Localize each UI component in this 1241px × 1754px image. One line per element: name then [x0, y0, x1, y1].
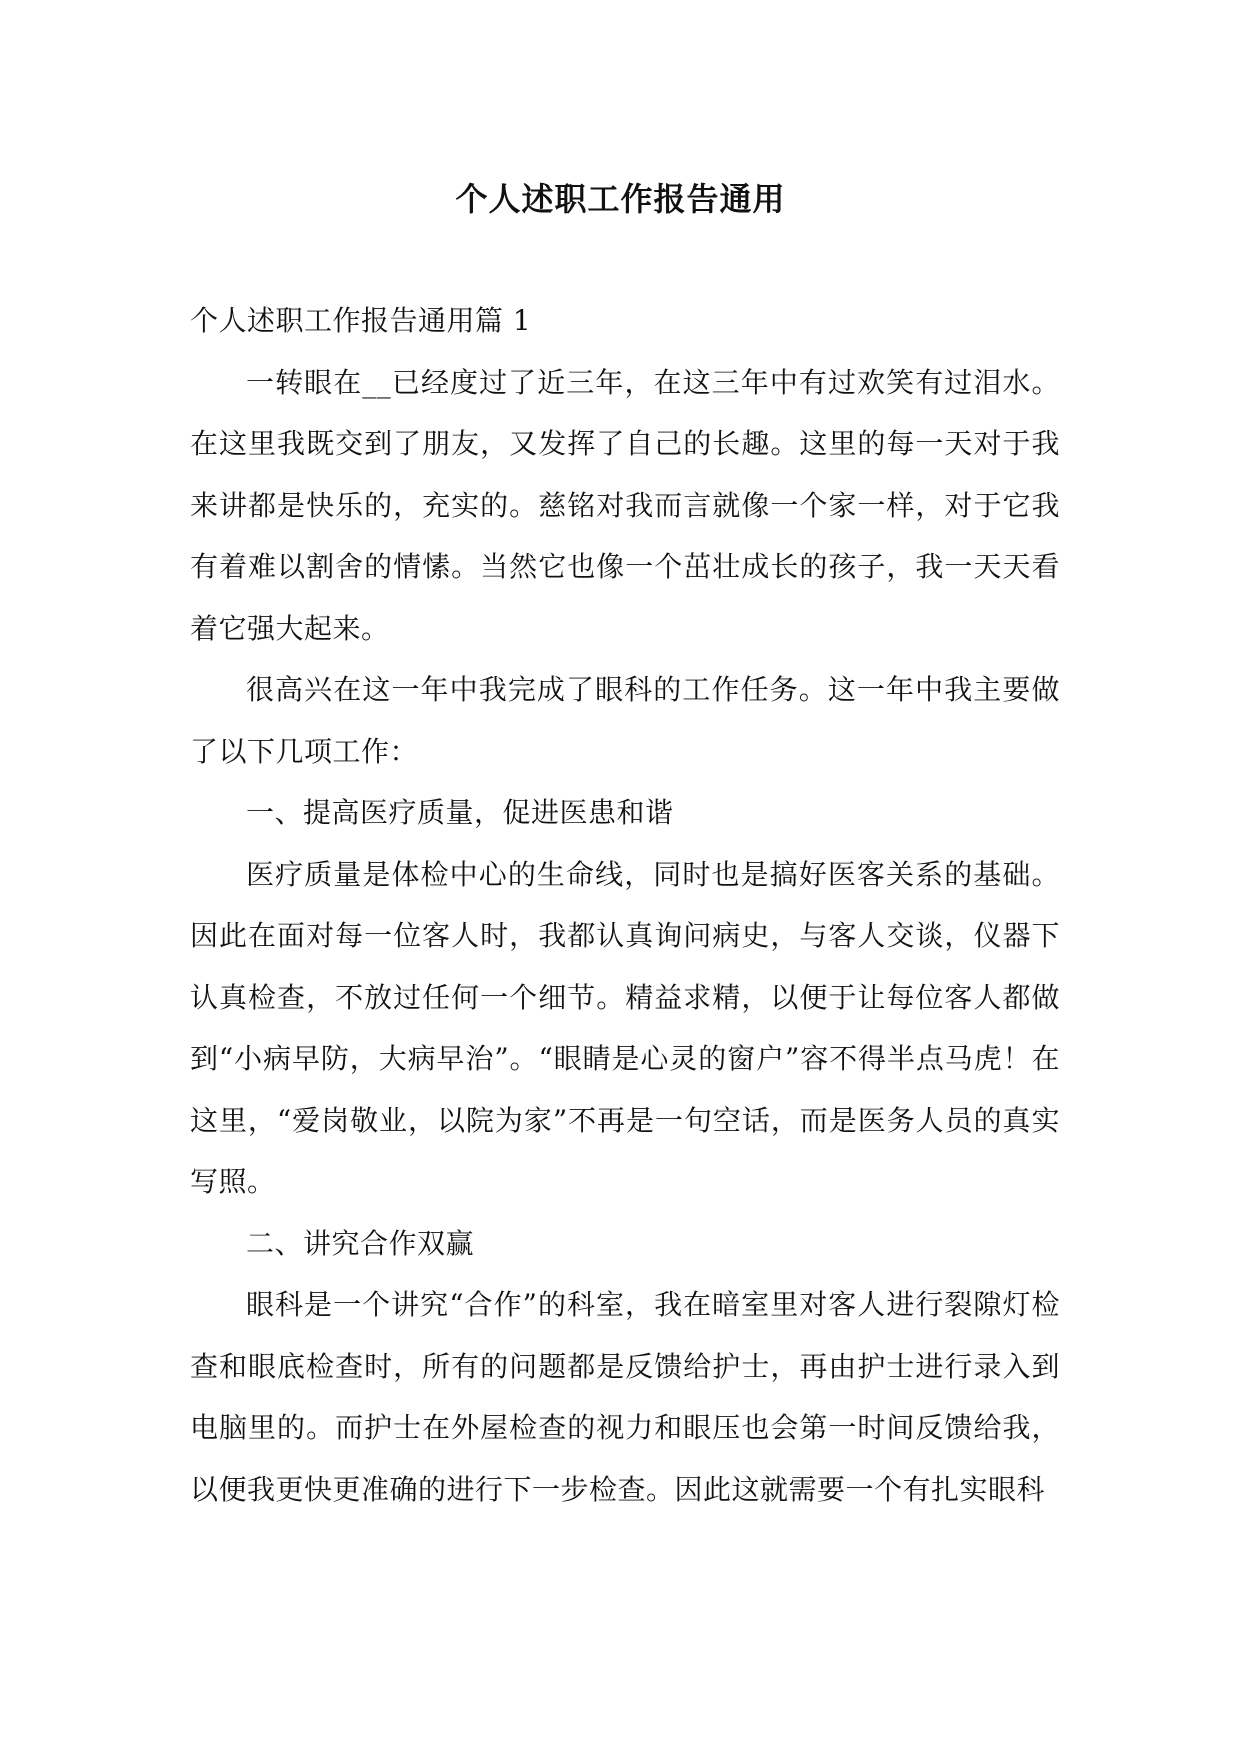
- paragraph: 一、提高医疗质量，促进医患和谐: [246, 796, 674, 829]
- paragraph: 医疗质量是体检中心的生命线，同时也是搞好医客关系的基础。因此在面对每一位客人时，我都认真询问病史，与客人交谈，仪器下认真检查，不放过任何一个细节。精益求精，以便于让每位客人都做到“小病早防，大病早治”。“眼睛是心灵的窗户”容不得半点马虎！在这里，“爱岗敬业，以院为家”不再是一句空话，而是医务人员的真实写照。: [190, 857, 1060, 1198]
- paragraph: 个人述职工作报告通用篇 1: [190, 304, 532, 337]
- document-body: [190, 290, 1060, 1520]
- paragraph: 二、讲究合作双赢: [246, 1226, 475, 1260]
- paragraph: 很高兴在这一年中我完成了眼科的工作任务。这一年中我主要做了以下几项工作：: [190, 673, 1060, 768]
- paragraph: 一转眼在__已经度过了近三年，在这三年中有过欢笑有过泪水。在这里我既交到了朋友，又发挥了自己的长趣。这里的每一天对于我来讲都是快乐的，充实的。慈铭对我而言就像一个家一样，对于它我有着难以割舍的情愫。当然它也像一个茁壮成长的孩子，我一天天看着它强大起来。: [190, 365, 1060, 645]
- paragraph: 眼科是一个讲究“合作”的科室，我在暗室里对客人进行裂隙灯检查和眼底检查时，所有的问题都是反馈给护士，再由护士进行录入到电脑里的。而护士在外屋检查的视力和眼压也会第一时间反馈给我，以便我更快更准确的进行下一步检查。因此这就需要一个有扎实眼科: [190, 1288, 1060, 1506]
- document-title: 个人述职工作报告通用: [455, 180, 786, 219]
